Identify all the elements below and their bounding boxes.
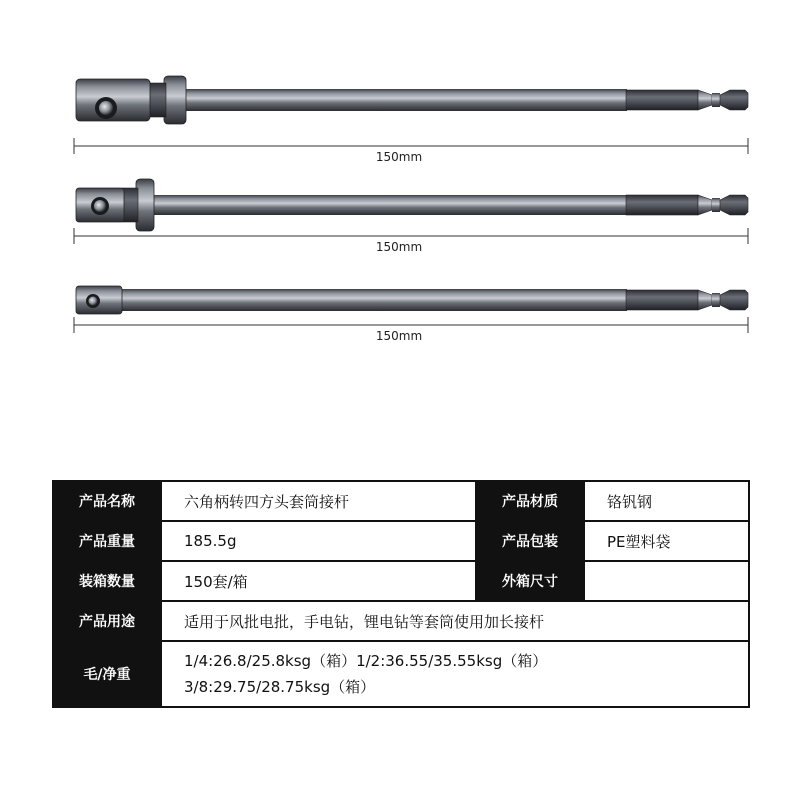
- extension-bar-large: [76, 76, 748, 124]
- gross-net-line: 1/4:26.8/25.8ksg（箱）1/2:36.55/35.55ksg（箱）: [184, 652, 548, 670]
- spec-label: 外箱尺寸: [476, 561, 584, 601]
- spec-label: 产品名称: [53, 481, 161, 521]
- spec-value: [161, 641, 749, 707]
- extension-bar-small: [76, 286, 748, 314]
- spec-value: 铬钒钢: [584, 481, 749, 521]
- extension-bar-medium: [76, 179, 748, 231]
- table-row: [53, 481, 749, 521]
- spec-label: 产品包装: [476, 521, 584, 561]
- spec-label: 产品用途: [53, 601, 161, 641]
- spec-value: 适用于风批电批，手电钻，锂电钻等套筒使用加长接杆: [161, 601, 749, 641]
- spec-value: [584, 561, 749, 601]
- spec-table: [52, 480, 750, 708]
- dimension-label: 150mm: [375, 150, 423, 164]
- spec-value: 185.5g: [161, 521, 476, 561]
- spec-label: 产品重量: [53, 521, 161, 561]
- spec-value: 六角柄转四方头套筒接杆: [161, 481, 476, 521]
- spec-value: PE塑料袋: [584, 521, 749, 561]
- dimension-label: 150mm: [375, 329, 423, 343]
- table-row: [53, 601, 749, 641]
- spec-label: 装箱数量: [53, 561, 161, 601]
- dimension-label: 150mm: [375, 240, 423, 254]
- table-row: [53, 561, 749, 601]
- table-row: [53, 641, 749, 707]
- table-row: [53, 521, 749, 561]
- spec-value: 150套/箱: [161, 561, 476, 601]
- spec-label: 毛/净重: [53, 641, 161, 707]
- spec-label: 产品材质: [476, 481, 584, 521]
- gross-net-line: 3/8:29.75/28.75ksg（箱）: [184, 678, 376, 696]
